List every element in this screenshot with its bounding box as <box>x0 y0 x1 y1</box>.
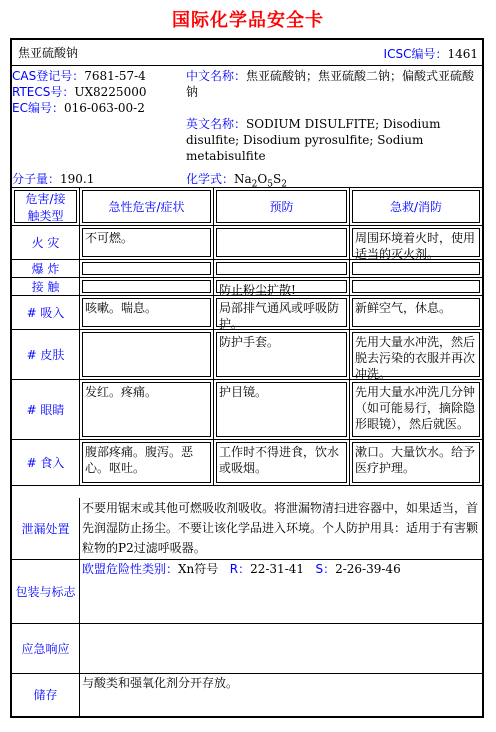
hazard-symptom-text: 发红。疼痛。 <box>82 382 211 437</box>
storage-row <box>12 674 482 716</box>
cas-label: CAS登记号： <box>12 69 85 83</box>
cn-name <box>186 68 476 100</box>
hazard-firstaid <box>350 440 482 485</box>
header-c4-box: 急救/消防 <box>352 190 480 223</box>
hazard-prevention <box>214 278 350 295</box>
eu-value: Xn符号 <box>178 562 219 576</box>
header-c1-box: 危害/接触类型 <box>14 190 77 223</box>
s-value: 2-26-39-46 <box>335 562 401 576</box>
rtecs-line <box>12 84 182 100</box>
card-title: 国际化学品安全卡 <box>172 10 324 31</box>
hazard-firstaid <box>350 260 482 277</box>
hazard-firstaid <box>350 380 482 439</box>
formula-value: $Na_2O_5S_2$ <box>234 172 287 190</box>
hazard-firstaid-text: 先用大量水冲洗，然后脱去污染的衣服并再次冲洗。 <box>352 332 480 377</box>
icsc-number <box>384 45 478 62</box>
hazard-symptom-text: 咳嗽。喘息。 <box>82 298 211 327</box>
mw-value: 190.1 <box>60 172 95 186</box>
eu-label: 欧盟危险性类别： <box>82 562 179 576</box>
spill-label: 泄漏处置 <box>12 498 80 559</box>
hazard-firstaid <box>350 278 482 295</box>
ec-line <box>12 100 182 116</box>
hazard-prevention <box>214 296 350 329</box>
hazard-prevention-text: 护目镜。 <box>216 382 347 437</box>
hazard-row <box>12 278 482 296</box>
header-c4 <box>350 188 482 225</box>
r-value: 22-31-41 <box>250 562 305 576</box>
hazard-prevention-text: 局部排气通风或呼吸防护。 <box>216 298 347 327</box>
en-label: 英文名称： <box>186 117 247 131</box>
hazard-row <box>12 296 482 330</box>
hazard-type: # 皮肤 <box>12 330 80 379</box>
hazard-prevention-text <box>216 262 347 275</box>
hazard-prevention <box>214 330 350 379</box>
table-header-row <box>12 188 482 226</box>
cn-label: 中文名称： <box>186 69 247 83</box>
mw-line <box>12 170 94 187</box>
hazard-prevention <box>214 380 350 439</box>
hazard-row <box>12 226 482 260</box>
identity-right <box>186 68 476 164</box>
hazard-symptom-text: 腹部疼痛。腹泻。恶心。呕吐。 <box>82 442 211 483</box>
hazard-symptom <box>80 330 214 379</box>
hazard-type: 火 灾 <box>12 226 80 259</box>
hazard-symptom <box>80 226 214 259</box>
rtecs-value: UX8225000 <box>74 85 147 99</box>
identity-left <box>12 68 182 116</box>
r-label: R： <box>229 562 251 576</box>
hazard-firstaid-text: 新鲜空气，休息。 <box>352 298 480 327</box>
emergency-row <box>12 624 482 674</box>
hazard-row <box>12 330 482 380</box>
packaging-row <box>12 560 482 624</box>
header-c3-box: 预防 <box>216 190 347 223</box>
hazard-symptom <box>80 278 214 295</box>
hazard-row <box>12 380 482 440</box>
hazard-symptom <box>80 440 214 485</box>
en-value: SODIUM DISULFITE; Disodium disulfite; Disodium pyrosulfite; Sodium metabisulfite <box>186 117 441 163</box>
hazard-symptom <box>80 380 214 439</box>
hazard-firstaid-text <box>352 280 480 293</box>
hazard-firstaid <box>350 296 482 329</box>
rtecs-label: RTECS号： <box>12 85 75 99</box>
formula-label: 化学式： <box>186 172 235 186</box>
hazard-prevention-text <box>216 228 347 257</box>
emergency-text <box>80 624 482 673</box>
hazard-row <box>12 260 482 278</box>
emergency-label: 应急响应 <box>12 624 80 673</box>
packaging-label: 包装与标志 <box>12 560 80 623</box>
hazard-firstaid-text <box>352 262 480 275</box>
hazard-firstaid <box>350 330 482 379</box>
hazard-prevention-text: 防护手套。 <box>216 332 347 377</box>
header-row <box>12 40 482 66</box>
hazard-firstaid-text: 先用大量水冲洗几分钟（如可能易行，摘除隐形眼镜），然后就医。 <box>352 382 480 437</box>
ec-label: EC编号： <box>12 101 64 115</box>
formula-line <box>186 170 287 189</box>
spill-text: 不要用锯末或其他可燃吸收剂吸收。将泄漏物清扫进容器中，如果适当，首先润湿防止扬尘。不要让该化学品进入环境。个人防护用具：适用于有害颗粒物的P2过滤呼吸器。 <box>82 501 479 555</box>
hazard-firstaid-text: 漱口。大量饮水。给予医疗护理。 <box>352 442 480 483</box>
packaging-text <box>80 560 482 623</box>
hazard-type: # 食入 <box>12 440 80 485</box>
icsc-label: ICSC编号： <box>383 47 448 61</box>
hazard-row <box>12 440 482 486</box>
s-label: S： <box>315 562 336 576</box>
mw-label: 分子量： <box>12 172 61 186</box>
spill-row <box>12 498 482 560</box>
hazard-prevention-text: 防止粉尘扩散! <box>216 280 347 293</box>
hazard-symptom <box>80 260 214 277</box>
hazard-type: # 吸入 <box>12 296 80 329</box>
header-c2-box: 急性危害/症状 <box>82 190 211 223</box>
hazard-type: 爆 炸 <box>12 260 80 277</box>
storage-text: 与酸类和强氧化剂分开存放。 <box>82 676 239 690</box>
en-name <box>186 116 476 164</box>
ec-value: 016-063-00-2 <box>63 101 145 115</box>
hazard-symptom-text: 不可燃。 <box>82 228 211 257</box>
chemical-name: 焦亚硫酸钠 <box>18 46 79 60</box>
identity-block <box>12 66 482 188</box>
safety-card <box>10 38 484 718</box>
hazard-firstaid <box>350 226 482 259</box>
header-c2 <box>80 188 214 225</box>
hazard-symptom-text <box>82 332 211 377</box>
header-c1 <box>12 188 80 225</box>
hazard-symptom <box>80 296 214 329</box>
cas-line <box>12 68 182 84</box>
cn-value: 焦亚硫酸钠；焦亚硫酸二钠；偏酸式亚硫酸钠 <box>186 69 475 99</box>
header-c3 <box>214 188 350 225</box>
hazard-symptom-text <box>82 280 211 293</box>
hazard-prevention <box>214 440 350 485</box>
hazard-firstaid-text: 周围环境着火时，使用适当的灭火剂。 <box>352 228 480 257</box>
storage-label: 储存 <box>12 674 80 716</box>
hazard-prevention <box>214 260 350 277</box>
icsc-value: 1461 <box>447 47 478 61</box>
hazard-type: 接 触 <box>12 278 80 295</box>
hazard-type: # 眼睛 <box>12 380 80 439</box>
hazard-symptom-text <box>82 262 211 275</box>
cas-value: 7681-57-4 <box>84 69 146 83</box>
hazard-prevention <box>214 226 350 259</box>
hazard-prevention-text: 工作时不得进食，饮水或吸烟。 <box>216 442 347 483</box>
